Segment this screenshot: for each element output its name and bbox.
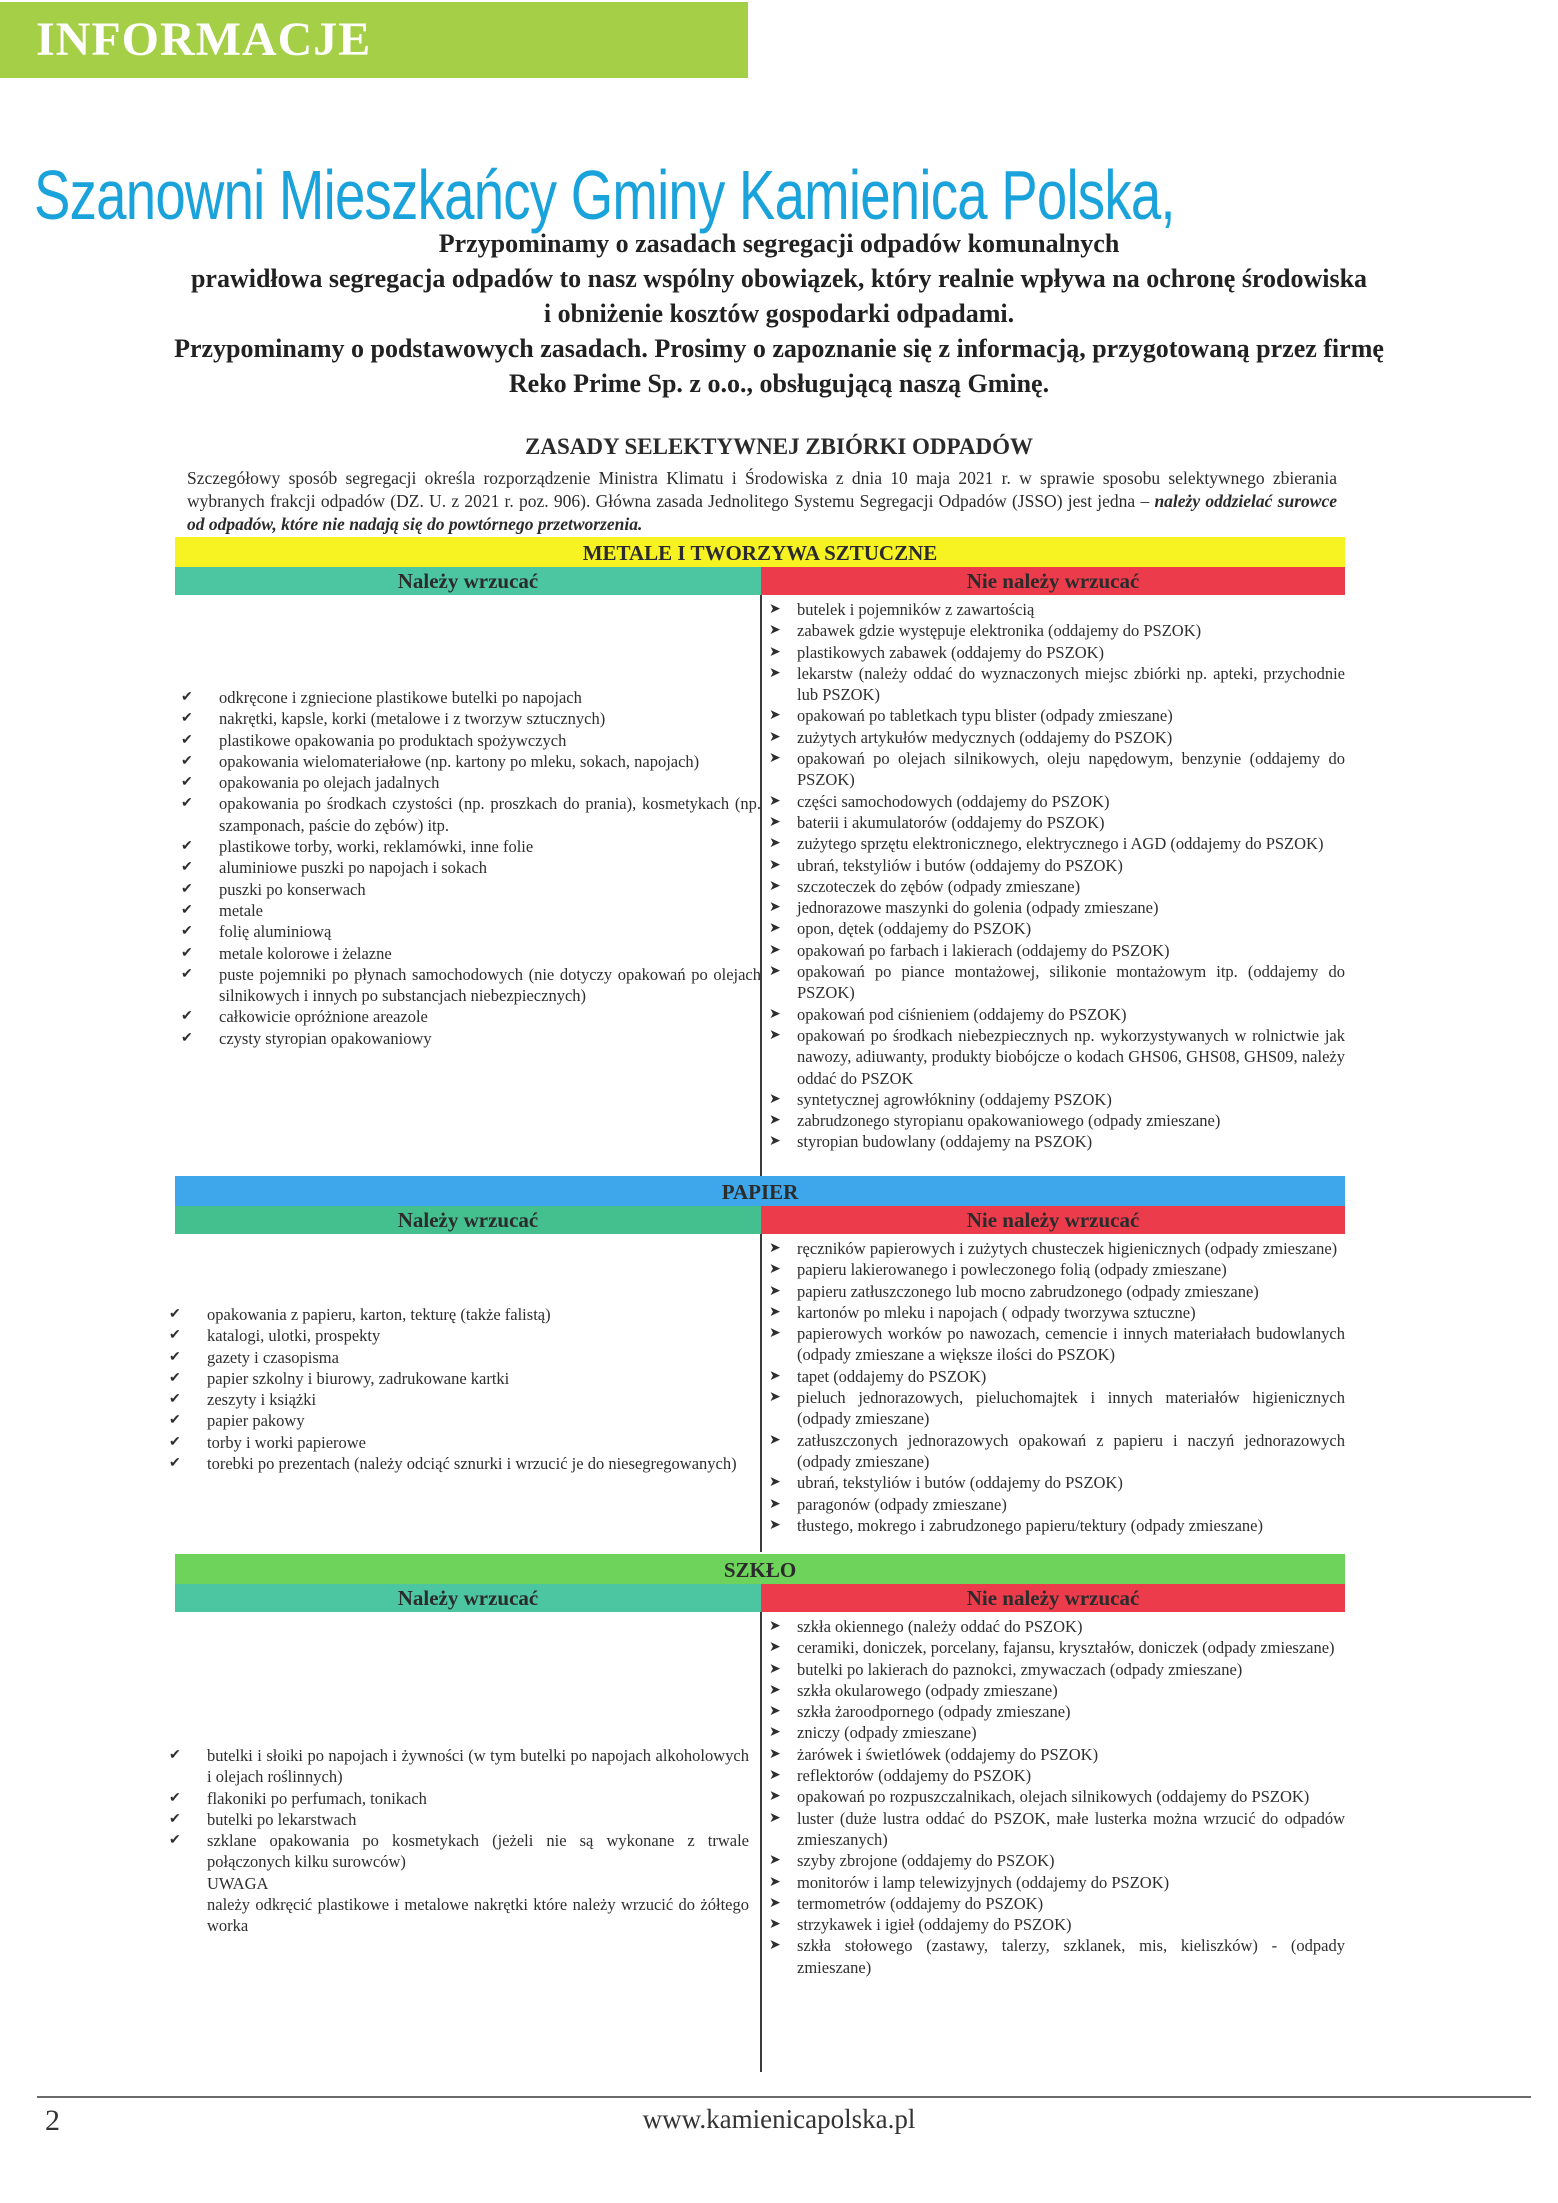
item-text: plastikowe torby, worki, reklamówki, inne folie	[219, 837, 534, 857]
item-text: opakowań po piance montażowej, silikonie montażowym itp. (oddajemy do PSZOK)	[797, 962, 1345, 1003]
allowed-item	[175, 772, 761, 793]
checkmark-icon: ✔	[169, 1349, 181, 1365]
arrowhead-icon: ➤	[769, 1917, 781, 1933]
intro-text	[0, 226, 1558, 401]
checkmark-icon: ✔	[181, 775, 193, 791]
arrowhead-icon: ➤	[769, 644, 781, 660]
forbidden-item	[769, 1680, 1345, 1701]
item-text: lekarstw (należy oddać do wyznaczonych miejsc zbiórki np. apteki, przychodnie lub PSZOK)	[797, 663, 1345, 705]
arrowhead-icon: ➤	[769, 900, 781, 916]
checkmark-icon: ✔	[169, 1370, 181, 1386]
checkmark-icon: ✔	[181, 902, 193, 918]
rules-description-emphasis: należy oddzielać surowce od odpadów, które nie nadają się do powtórnego przetworzenia.	[187, 491, 1337, 534]
checkmark-icon: ✔	[169, 1811, 181, 1827]
checkmark-icon: ✔	[169, 1748, 181, 1763]
item-text: baterii i akumulatorów (oddajemy do PSZOK)	[797, 812, 1105, 832]
allowed-column	[163, 1234, 749, 1552]
item-text: ceramiki, doniczek, porcelany, fajansu, kryształów, doniczek (odpady zmieszane)	[797, 1638, 1335, 1658]
allowed-header: Należy wrzucać	[175, 1206, 761, 1234]
forbidden-item	[769, 1025, 1345, 1089]
arrowhead-icon: ➤	[769, 708, 781, 724]
checkmark-icon: ✔	[181, 690, 193, 705]
allowed-item	[175, 943, 761, 964]
footer-divider	[37, 2096, 1531, 2098]
item-text: ręczników papierowych i zużytych chusteczek higienicznych (odpady zmieszane)	[797, 1239, 1338, 1258]
forbidden-item	[769, 1430, 1345, 1473]
item-text: całkowicie opróżnione areazole	[219, 1007, 428, 1027]
item-text: nakrętki, kapsle, korki (metalowe i z tworzyw sztucznych)	[219, 709, 606, 729]
arrowhead-icon: ➤	[769, 1432, 781, 1448]
item-text: papierowych worków po nawozach, cemencie i innych materiałach budowlanych (odpady zmieszane a większe ilości do PSZOK)	[797, 1324, 1345, 1365]
section-body	[169, 1234, 1345, 1552]
arrowhead-icon: ➤	[769, 1006, 781, 1022]
checkmark-icon: ✔	[181, 732, 193, 748]
arrowhead-icon: ➤	[769, 623, 781, 639]
forbidden-item	[769, 1765, 1345, 1786]
item-text: monitorów i lamp telewizyjnych (oddajemy do PSZOK)	[797, 1872, 1170, 1892]
forbidden-item	[769, 1004, 1345, 1025]
item-text: plastikowe opakowania po produktach spożywczych	[219, 730, 567, 750]
item-text: opakowań po olejach silnikowych, oleju napędowym, benzynie (oddajemy do PSZOK)	[797, 749, 1345, 790]
item-text: metale kolorowe i żelazne	[219, 943, 392, 963]
column-headers	[175, 1584, 1345, 1612]
item-text: szczoteczek do zębów (odpady zmieszane)	[797, 876, 1081, 896]
item-text: zeszyty i książki	[207, 1390, 317, 1410]
allowed-item	[175, 900, 761, 921]
allowed-item	[163, 1788, 749, 1809]
forbidden-item	[769, 620, 1345, 641]
item-text: torby i worki papierowe	[207, 1432, 366, 1452]
checkmark-icon: ✔	[169, 1307, 181, 1322]
forbidden-list	[769, 599, 1345, 1153]
item-text: torebki po prezentach (należy odciąć sznurki i wrzucić je do niesegregowanych)	[207, 1454, 737, 1474]
rules-title: ZASADY SELEKTYWNEJ ZBIÓRKI ODPADÓW	[525, 434, 1033, 459]
checkmark-icon: ✔	[181, 860, 193, 876]
forbidden-item	[769, 1872, 1345, 1893]
intro-line: Przypominamy o zasadach segregacji odpadów komunalnych	[438, 229, 1120, 258]
page-headline: Szanowni Mieszkańcy Gminy Kamienica Polska,	[34, 155, 1175, 234]
allowed-item	[163, 1389, 749, 1410]
arrowhead-icon: ➤	[769, 1027, 781, 1043]
allowed-item	[163, 1325, 749, 1346]
item-text: kartonów po mleku i napojach ( odpady tworzywa sztuczne)	[797, 1302, 1196, 1322]
item-text: tłustego, mokrego i zabrudzonego papieru/tektury (odpady zmieszane)	[797, 1515, 1263, 1535]
note-title: UWAGA	[207, 1873, 269, 1893]
section-label: INFORMACJE	[36, 13, 372, 66]
forbidden-item	[769, 1302, 1345, 1323]
item-text: szyby zbrojone (oddajemy do PSZOK)	[797, 1851, 1055, 1871]
item-text: butelki po lekarstwach	[207, 1809, 357, 1829]
item-text: folię aluminiową	[219, 922, 332, 942]
item-text: butelki i słoiki po napojach i żywności (w tym butelki po napojach alkoholowych i olejach roślinnych)	[207, 1746, 749, 1787]
item-text: szkła okiennego (należy oddać do PSZOK)	[797, 1617, 1083, 1636]
forbidden-item	[769, 1259, 1345, 1280]
allowed-list	[163, 1304, 749, 1474]
forbidden-item	[769, 961, 1345, 1004]
section-metale	[175, 537, 1345, 1180]
item-text: opakowań po farbach i lakierach (oddajemy do PSZOK)	[797, 940, 1170, 960]
arrowhead-icon: ➤	[769, 1874, 781, 1890]
checkmark-icon: ✔	[169, 1434, 181, 1450]
checkmark-icon: ✔	[181, 711, 193, 727]
item-text: papieru zatłuszczonego lub mocno zabrudzonego (odpady zmieszane)	[797, 1281, 1259, 1301]
allowed-item	[163, 1368, 749, 1389]
forbidden-item	[769, 1701, 1345, 1722]
category-bar-szklo: SZKŁO	[175, 1554, 1345, 1584]
forbidden-column	[761, 1612, 1345, 2072]
allowed-item	[175, 1006, 761, 1027]
section-banner	[0, 2, 748, 78]
item-text: ubrań, tekstyliów i butów (oddajemy do PSZOK)	[797, 1473, 1123, 1493]
allowed-column	[175, 595, 761, 1180]
arrowhead-icon: ➤	[769, 1390, 781, 1406]
item-text: czysty styropian opakowaniowy	[219, 1028, 432, 1048]
column-divider	[760, 1612, 762, 2072]
forbidden-column	[761, 1234, 1345, 1552]
arrowhead-icon: ➤	[769, 1619, 781, 1634]
item-text: opon, dętek (oddajemy do PSZOK)	[797, 919, 1032, 939]
arrowhead-icon: ➤	[769, 1134, 781, 1150]
allowed-item	[163, 1830, 749, 1873]
forbidden-item	[769, 1366, 1345, 1387]
forbidden-item	[769, 833, 1345, 854]
arrowhead-icon: ➤	[769, 878, 781, 894]
arrowhead-icon: ➤	[769, 1725, 781, 1741]
checkmark-icon: ✔	[169, 1833, 181, 1849]
arrowhead-icon: ➤	[769, 1640, 781, 1656]
arrowhead-icon: ➤	[769, 1241, 781, 1256]
allowed-item	[163, 1432, 749, 1453]
item-text: paragonów (odpady zmieszane)	[797, 1494, 1007, 1514]
forbidden-item	[769, 1387, 1345, 1430]
category-bar-papier: PAPIER	[175, 1176, 1345, 1206]
forbidden-item	[769, 1744, 1345, 1765]
checkmark-icon: ✔	[181, 924, 193, 940]
forbidden-item	[769, 918, 1345, 939]
item-text: butelki po lakierach do paznokci, zmywaczach (odpady zmieszane)	[797, 1659, 1243, 1679]
forbidden-item	[769, 855, 1345, 876]
forbidden-item	[769, 1893, 1345, 1914]
item-text: zużytych artykułów medycznych (oddajemy do PSZOK)	[797, 727, 1173, 747]
item-text: żarówek i świetlówek (oddajemy do PSZOK)	[797, 1744, 1099, 1764]
item-text: luster (duże lustra oddać do PSZOK, małe lusterka można wrzucić do odpadów zmieszanych)	[797, 1808, 1345, 1849]
allowed-item	[175, 730, 761, 751]
section-szklo	[169, 1554, 1345, 2072]
column-headers	[175, 567, 1345, 595]
forbidden-item	[769, 1110, 1345, 1131]
allowed-item	[175, 921, 761, 942]
item-text: opakowań pod ciśnieniem (oddajemy do PSZOK)	[797, 1004, 1127, 1024]
intro-line: Reko Prime Sp. z o.o., obsługującą naszą Gminę.	[508, 369, 1050, 398]
forbidden-item	[769, 1637, 1345, 1658]
allowed-list	[175, 687, 761, 1049]
arrowhead-icon: ➤	[769, 665, 781, 681]
arrowhead-icon: ➤	[769, 1810, 781, 1826]
checkmark-icon: ✔	[181, 966, 193, 982]
checkmark-icon: ✔	[181, 796, 193, 812]
arrowhead-icon: ➤	[769, 1661, 781, 1677]
column-headers	[175, 1206, 1345, 1234]
arrowhead-icon: ➤	[769, 1517, 781, 1533]
forbidden-item	[769, 1472, 1345, 1493]
arrowhead-icon: ➤	[769, 1938, 781, 1954]
arrowhead-icon: ➤	[769, 602, 781, 617]
arrowhead-icon: ➤	[769, 793, 781, 809]
forbidden-list	[769, 1238, 1345, 1536]
item-text: zabawek gdzie występuje elektronika (oddajemy do PSZOK)	[797, 621, 1202, 641]
arrowhead-icon: ➤	[769, 1895, 781, 1911]
allowed-item	[163, 1453, 749, 1474]
item-text: papier szkolny i biurowy, zadrukowane kartki	[207, 1368, 510, 1388]
intro-line: Przypominamy o podstawowych zasadach. Prosimy o zapoznanie się z informacją, przygotowaną przez firmę	[174, 334, 1384, 363]
arrowhead-icon: ➤	[769, 1789, 781, 1805]
arrowhead-icon: ➤	[769, 1768, 781, 1784]
item-text: szkła stołowego (zastawy, talerzy, szklanek, mis, kieliszków) - (odpady zmieszane)	[797, 1936, 1345, 1977]
intro-line: i obniżenie kosztów gospodarki odpadami.	[543, 299, 1015, 328]
allowed-item	[163, 1809, 749, 1830]
forbidden-list	[769, 1616, 1345, 1978]
item-text: opakowania z papieru, karton, tekturę (także falistą)	[207, 1305, 551, 1324]
rules-description	[187, 467, 1337, 536]
item-text: zniczy (odpady zmieszane)	[797, 1723, 977, 1743]
forbidden-item	[769, 705, 1345, 726]
item-text: syntetycznej agrowłókniny (oddajemy PSZOK)	[797, 1089, 1112, 1109]
rules-description-text: Szczegółowy sposób segregacji określa rozporządzenie Ministra Klimatu i Środowiska z dnia 10 maja 2021 r. w sprawie sposobu selektywnego zbierania wybranych frakcji odpadów (DZ. U. z 2021 r. poz. 906). Główna zasada Jednolitego Systemu Segregacji Odpadów (JSSO) jest jedna –	[187, 468, 1337, 511]
item-text: opakowań po tabletkach typu blister (odpady zmieszane)	[797, 706, 1173, 726]
item-text: zużytego sprzętu elektronicznego, elektrycznego i AGD (oddajemy do PSZOK)	[797, 834, 1324, 854]
arrowhead-icon: ➤	[769, 921, 781, 937]
item-text: styropian budowlany (oddajemy na PSZOK)	[797, 1132, 1093, 1152]
item-text: zabrudzonego styropianu opakowaniowego (odpady zmieszane)	[797, 1111, 1221, 1131]
item-text: termometrów (oddajemy do PSZOK)	[797, 1893, 1044, 1913]
forbidden-item	[769, 599, 1345, 620]
item-text: puste pojemniki po płynach samochodowych (nie dotyczy opakowań po olejach silnikowych i innych po substancjach niebezpiecznych)	[219, 964, 761, 1006]
arrowhead-icon: ➤	[769, 857, 781, 873]
allowed-item	[175, 687, 761, 708]
forbidden-item	[769, 1238, 1345, 1259]
arrowhead-icon: ➤	[769, 814, 781, 830]
item-text: papier pakowy	[207, 1411, 305, 1431]
forbidden-item	[769, 1808, 1345, 1851]
arrowhead-icon: ➤	[769, 1326, 781, 1342]
allowed-item	[175, 751, 761, 772]
checkmark-icon: ✔	[181, 839, 193, 855]
forbidden-item	[769, 1786, 1345, 1807]
forbidden-item	[769, 1722, 1345, 1743]
item-text: ubrań, tekstyliów i butów (oddajemy do PSZOK)	[797, 855, 1123, 875]
checkmark-icon: ✔	[169, 1456, 181, 1472]
item-text: opakowań po rozpuszczalnikach, olejach silnikowych (oddajemy do PSZOK)	[797, 1787, 1310, 1807]
allowed-item	[163, 1410, 749, 1431]
item-text: opakowania po olejach jadalnych	[219, 773, 440, 793]
forbidden-header: Nie należy wrzucać	[761, 567, 1345, 595]
forbidden-item	[769, 1935, 1345, 1978]
category-bar-metale: METALE I TWORZYWA SZTUCZNE	[175, 537, 1345, 567]
allowed-item	[175, 708, 761, 729]
item-text: strzykawek i igieł (oddajemy do PSZOK)	[797, 1915, 1072, 1935]
item-text: aluminiowe puszki po napojach i sokach	[219, 858, 488, 878]
allowed-item	[175, 836, 761, 857]
website-link[interactable]: www.kamienicapolska.pl	[642, 2104, 916, 2134]
allowed-item	[163, 1304, 749, 1325]
item-text: katalogi, ulotki, prospekty	[207, 1326, 381, 1346]
item-text: opakowania po środkach czystości (np. proszkach do prania), kosmetykach (np. szamponach, paście do zębów) itp.	[219, 794, 761, 835]
allowed-item	[175, 964, 761, 1007]
arrowhead-icon: ➤	[769, 1262, 781, 1278]
arrowhead-icon: ➤	[769, 751, 781, 767]
checkmark-icon: ✔	[181, 1009, 193, 1025]
forbidden-item	[769, 642, 1345, 663]
allowed-item	[163, 1745, 749, 1788]
item-text: papieru lakierowanego i powleczonego folią (odpady zmieszane)	[797, 1260, 1227, 1280]
item-text: szkła okularowego (odpady zmieszane)	[797, 1680, 1058, 1700]
arrowhead-icon: ➤	[769, 1682, 781, 1698]
forbidden-item	[769, 1914, 1345, 1935]
item-text: flakoniki po perfumach, tonikach	[207, 1788, 427, 1808]
arrowhead-icon: ➤	[769, 1746, 781, 1762]
item-text: butelek i pojemników z zawartością	[797, 600, 1035, 619]
forbidden-item	[769, 876, 1345, 897]
forbidden-item	[769, 1515, 1345, 1536]
forbidden-item	[769, 1281, 1345, 1302]
item-text: metale	[219, 900, 263, 920]
arrowhead-icon: ➤	[769, 729, 781, 745]
forbidden-item	[769, 791, 1345, 812]
item-text: pieluch jednorazowych, pieluchomajtek i innych materiałów higienicznych (odpady zmieszane)	[797, 1388, 1345, 1429]
allowed-column	[163, 1612, 749, 2072]
allowed-header: Należy wrzucać	[175, 1584, 761, 1612]
checkmark-icon: ✔	[169, 1413, 181, 1429]
arrowhead-icon: ➤	[769, 1113, 781, 1129]
item-text: szklane opakowania po kosmetykach (jeżeli nie są wykonane z trwale połączonych kilku surowców)	[207, 1831, 749, 1872]
forbidden-column	[761, 595, 1345, 1180]
checkmark-icon: ✔	[181, 945, 193, 961]
allowed-item	[175, 1028, 761, 1049]
forbidden-item	[769, 1616, 1345, 1637]
forbidden-item	[769, 663, 1345, 706]
page-number: 2	[45, 2104, 60, 2137]
item-text: części samochodowych (oddajemy do PSZOK)	[797, 791, 1110, 811]
section-body	[169, 1612, 1345, 2072]
section-papier	[169, 1176, 1345, 1552]
item-text: reflektorów (oddajemy do PSZOK)	[797, 1766, 1032, 1786]
arrowhead-icon: ➤	[769, 836, 781, 852]
intro-line: prawidłowa segregacja odpadów to nasz wspólny obowiązek, który realnie wpływa na ochronę środowiska	[190, 264, 1368, 293]
column-divider	[760, 1234, 762, 1552]
arrowhead-icon: ➤	[769, 1853, 781, 1869]
arrowhead-icon: ➤	[769, 1475, 781, 1491]
forbidden-item	[769, 727, 1345, 748]
item-text: opakowań po środkach niebezpiecznych np. wykorzystywanych w rolnictwie jak nawozy, adiuwanty, produkty biobójcze o kodach GHS06, GHS08, GHS09, należy oddać do PSZOK	[797, 1025, 1345, 1088]
checkmark-icon: ✔	[181, 1030, 193, 1046]
item-text: gazety i czasopisma	[207, 1347, 339, 1367]
arrowhead-icon: ➤	[769, 1368, 781, 1384]
note-text: należy odkręcić plastikowe i metalowe nakrętki które należy wrzucić do żółtego worka	[207, 1895, 749, 1936]
checkmark-icon: ✔	[181, 881, 193, 897]
arrowhead-icon: ➤	[769, 1091, 781, 1107]
item-text: szkła żaroodpornego (odpady zmieszane)	[797, 1702, 1071, 1722]
item-text: tapet (oddajemy do PSZOK)	[797, 1366, 987, 1386]
item-text: jednorazowe maszynki do golenia (odpady zmieszane)	[797, 898, 1159, 918]
forbidden-item	[769, 1494, 1345, 1515]
arrowhead-icon: ➤	[769, 1704, 781, 1720]
allowed-item	[163, 1347, 749, 1368]
item-text: plastikowych zabawek (oddajemy do PSZOK)	[797, 642, 1105, 662]
forbidden-item	[769, 812, 1345, 833]
forbidden-item	[769, 897, 1345, 918]
arrowhead-icon: ➤	[769, 964, 781, 980]
item-text: opakowania wielomateriałowe (np. kartony po mleku, sokach, napojach)	[219, 751, 700, 771]
arrowhead-icon: ➤	[769, 1304, 781, 1320]
forbidden-item	[769, 748, 1345, 791]
item-text: odkręcone i zgniecione plastikowe butelki po napojach	[219, 688, 582, 707]
forbidden-header: Nie należy wrzucać	[761, 1206, 1345, 1234]
item-text: zatłuszczonych jednorazowych opakowań z papieru i naczyń jednorazowych (odpady zmieszane)	[797, 1430, 1345, 1471]
forbidden-item	[769, 1850, 1345, 1871]
allowed-header: Należy wrzucać	[175, 567, 761, 595]
allowed-list	[163, 1745, 749, 1873]
forbidden-item	[769, 1131, 1345, 1152]
item-text: puszki po konserwach	[219, 879, 366, 899]
allowed-item	[175, 857, 761, 878]
checkmark-icon: ✔	[169, 1328, 181, 1344]
section-body	[175, 595, 1345, 1180]
allowed-item	[175, 879, 761, 900]
forbidden-item	[769, 1659, 1345, 1680]
arrowhead-icon: ➤	[769, 942, 781, 958]
arrowhead-icon: ➤	[769, 1283, 781, 1299]
checkmark-icon: ✔	[169, 1392, 181, 1408]
allowed-item	[175, 793, 761, 836]
forbidden-item	[769, 1089, 1345, 1110]
checkmark-icon: ✔	[169, 1790, 181, 1806]
forbidden-item	[769, 940, 1345, 961]
arrowhead-icon: ➤	[769, 1496, 781, 1512]
checkmark-icon: ✔	[181, 753, 193, 769]
forbidden-item	[769, 1323, 1345, 1366]
forbidden-header: Nie należy wrzucać	[761, 1584, 1345, 1612]
